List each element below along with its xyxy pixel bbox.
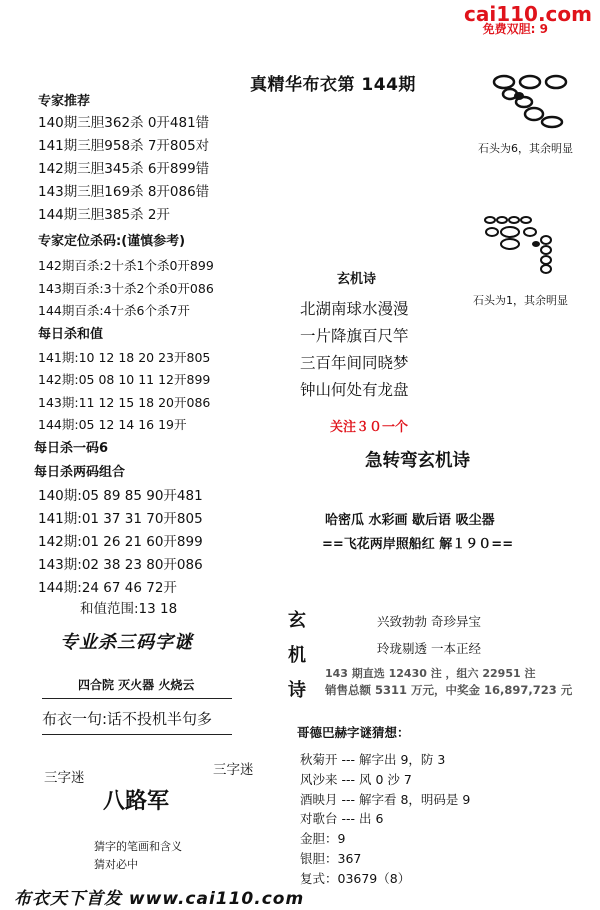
three-char-hint: 猜字的笔画和含义: [94, 840, 182, 853]
daily-pair-header: 每日杀两码组合: [34, 464, 126, 480]
daily-sum-line: 142期:05 08 10 11 12开899: [38, 372, 211, 387]
pro-riddle-title: 专业杀三码字谜: [60, 632, 193, 653]
sum-range: 和值范围:13 18: [80, 600, 178, 617]
position-kill-line: 143期百杀:3十杀2个杀0开086: [38, 280, 214, 296]
riddle-line: 复式：03679（8）: [300, 870, 411, 886]
fly-flower-line: ==飞花两岸照船红 解１９０==: [322, 537, 514, 552]
riddle-list: [300, 750, 470, 889]
poem-line: 钟山何处有龙盘: [300, 381, 409, 399]
expert-line: 141期三胆958杀 7开805对: [38, 138, 210, 154]
xuanji-idiom: 兴致勃勃 奇珍异宝: [377, 614, 481, 629]
three-char-hint: 猜对必中: [94, 858, 138, 871]
poem-line: 三百年间同晓梦: [300, 354, 409, 372]
position-kill-line: 144期百杀:4十杀6个杀7开: [38, 303, 190, 318]
stone-caption-2: 石头为1，其余明显: [473, 294, 568, 307]
courtyard-riddle: 四合院 灭火器 火烧云: [78, 678, 195, 692]
divider: [42, 734, 232, 735]
three-char-right: 三字迷: [213, 762, 254, 778]
follow-note: 关注３０一个: [330, 420, 409, 435]
page-title: 真精华布衣第 144期: [250, 75, 416, 95]
three-char-left: 三字迷: [44, 770, 85, 786]
stone-caption-1: 石头为6，其余明显: [478, 142, 573, 155]
daily-pair-line: 141期:01 37 31 70开805: [38, 510, 203, 527]
riddle-line: 金胆：9: [300, 831, 346, 847]
expert-line: 143期三胆169杀 8开086错: [38, 184, 210, 200]
left-column: [34, 92, 214, 618]
footer: 布衣天下首发 www.cai110.com: [14, 889, 305, 909]
riddle-title: 哥德巴赫字谜猜想：: [297, 725, 410, 740]
poem-line: 北湖南球水漫漫: [300, 300, 409, 318]
xuanji-idiom: 玲珑剔透 一本正经: [377, 641, 481, 656]
riddle-line: 对歌台 --- 出 6: [300, 811, 384, 827]
expert-header: 专家推荐: [38, 94, 91, 109]
expert-line: 142期三胆345杀 6开899错: [38, 161, 210, 177]
daily-sum-line: 143期:11 12 15 18 20开086: [38, 394, 211, 410]
poem-line: 一片降旗百尺竿: [300, 327, 409, 345]
lottery-result: [325, 665, 572, 699]
lottery-line: 销售总额 5311 万元，中奖金 16,897,723 元: [325, 683, 573, 697]
brand-sub: 免费双胆: 9: [482, 22, 548, 36]
daily-one: 每日杀一码6: [34, 440, 109, 456]
daily-sum-line: 141期:10 12 18 20 23开805: [38, 349, 211, 365]
daily-pair-line: 140期:05 89 85 90开481: [38, 487, 203, 504]
stone-picture-1: [490, 72, 570, 130]
daily-sum-line: 144期:05 12 14 16 19开: [38, 417, 187, 432]
turn-poem-title: 急转弯玄机诗: [365, 451, 470, 471]
riddle-line: 酒映月 --- 解字看 8，明码是 9: [300, 791, 471, 807]
expert-line: 144期三胆385杀 2开: [38, 207, 170, 223]
buyi-sentence: 布衣一句:话不投机半句多: [42, 710, 213, 728]
daily-pair-line: 143期:02 38 23 80开086: [38, 556, 203, 573]
position-kill-header: 专家定位杀码:(谨慎参考): [38, 234, 186, 249]
riddle-line: 秋菊开 --- 解字出 9，防 3: [300, 752, 446, 767]
riddle-line: 风沙来 --- 风 0 沙 7: [300, 771, 412, 787]
poem-title: 玄机诗: [337, 272, 377, 287]
xuanji-char: 玄: [288, 610, 306, 631]
stone-picture-2: [480, 214, 560, 274]
divider: [42, 698, 232, 699]
riddle-words: 哈密瓜 水彩画 歇后语 吸尘器: [325, 513, 495, 528]
riddle-line: 银胆：367: [300, 850, 362, 866]
lottery-line: 143 期直选 12430 注 ，组六 22951 注: [325, 667, 536, 680]
xuanji-char: 诗: [288, 680, 306, 701]
daily-pair-line: 144期:24 67 46 72开: [38, 579, 177, 596]
xuanji-char: 机: [288, 645, 306, 666]
expert-line: 140期三胆362杀 0开481错: [38, 115, 210, 131]
position-kill-line: 142期百杀:2十杀1个杀0开899: [38, 258, 214, 273]
poem: [300, 296, 409, 404]
three-char-answer: 八路军: [103, 789, 170, 814]
daily-pair-line: 142期:01 26 21 60开899: [38, 533, 203, 550]
daily-sum-header: 每日杀和值: [38, 326, 104, 342]
brand-site: cai110.com: [464, 2, 592, 26]
